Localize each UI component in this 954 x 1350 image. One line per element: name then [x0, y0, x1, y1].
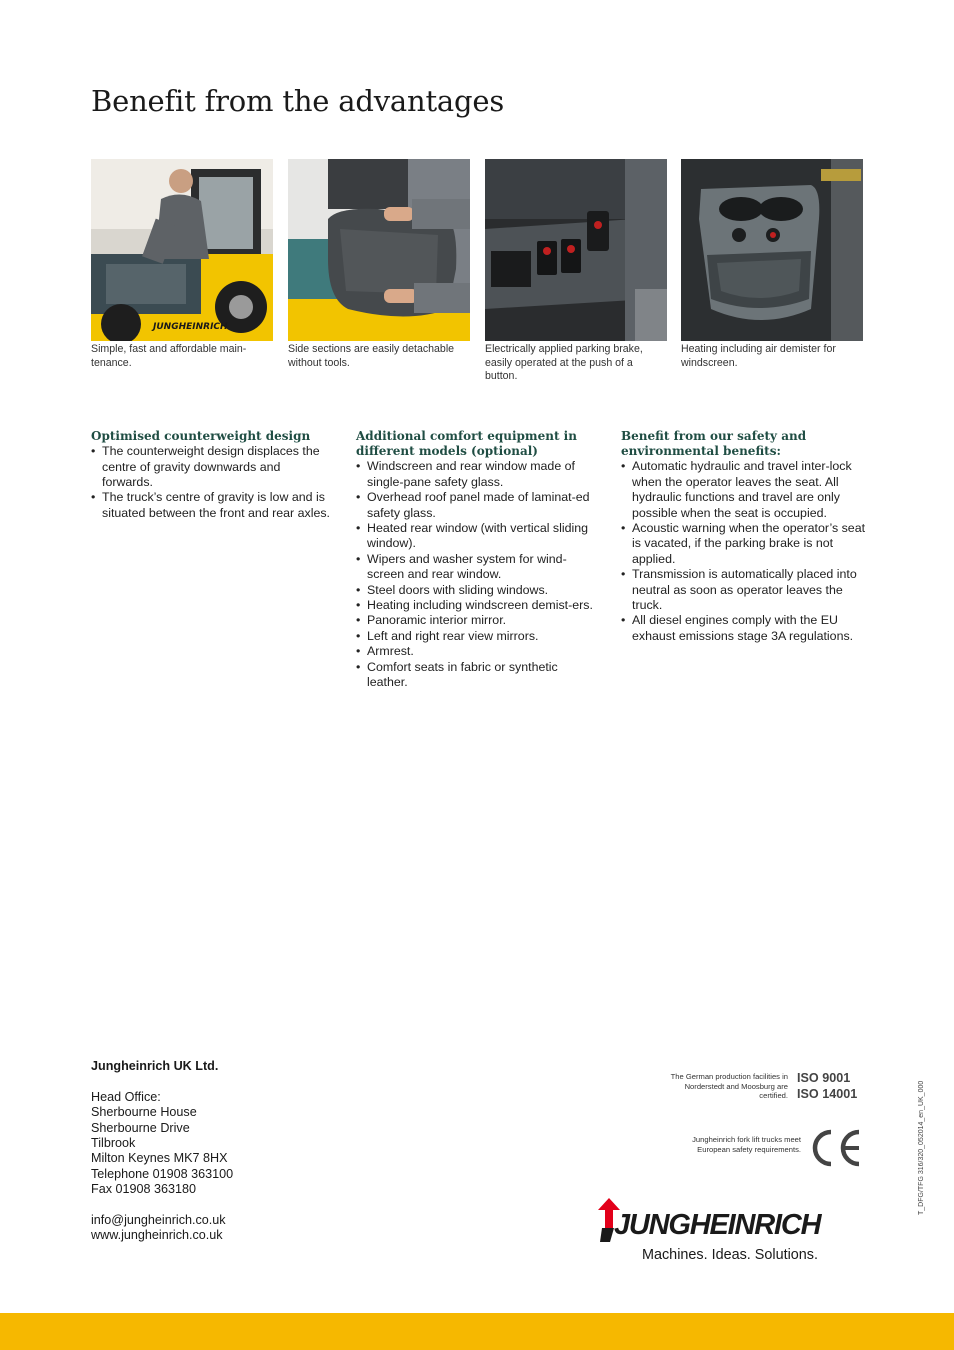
photo-caption-3: Electrically applied parking brake, easily operated at the push of a button.	[485, 343, 643, 383]
list-item: • Panoramic interior mirror.	[356, 613, 598, 628]
list-item: • Left and right rear view mirrors.	[356, 629, 598, 644]
list-item: • Armrest.	[356, 644, 598, 659]
list-item: • The truck’s centre of gravity is low and is situated between the front and rear axles.	[91, 490, 331, 521]
iso-9001-badge: ISO 9001	[797, 1071, 851, 1085]
list-item: • Transmission is automatically placed into neutral as soon as operator leaves the truck.	[621, 567, 867, 613]
photo-engine-maintenance	[91, 159, 273, 341]
document-reference: T_DFG/TFG 316/320_052014_en_UK_000	[918, 1080, 925, 1215]
list-item: • Wipers and washer system for wind-screen and rear window.	[356, 552, 598, 583]
iso-certification-text: The German production facilities in Norderstedt and Moosburg are certified.	[670, 1072, 788, 1101]
website-link[interactable]: www.jungheinrich.co.uk	[91, 1228, 223, 1243]
comfort-equipment-heading: Additional comfort equipment in different models (optional)	[356, 429, 577, 459]
counterweight-list	[91, 444, 331, 521]
counterweight-heading: Optimised counterweight design	[91, 429, 311, 443]
telephone: Telephone 01908 363100	[91, 1166, 234, 1181]
list-item: • Acoustic warning when the operator’s seat is vacated, if the parking brake is not applied.	[621, 521, 867, 567]
logo-wordmark: JUNGHEINRICH	[614, 1209, 821, 1241]
list-item: • Overhead roof panel made of laminat-ed safety glass.	[356, 490, 598, 521]
list-item: • Automatic hydraulic and travel inter-lock when the operator leaves the seat. All hydraulic functions and travel are only possible when the seat is occupied.	[621, 459, 867, 521]
parking-brake-image	[485, 159, 667, 341]
photo-side-panel	[288, 159, 470, 341]
list-item: • All diesel engines comply with the EU exhaust emissions stage 3A regulations.	[621, 613, 867, 644]
address-line: Head Office:	[91, 1089, 161, 1104]
iso-badges	[797, 1070, 857, 1102]
address-line: Tilbrook	[91, 1136, 136, 1151]
iso-14001-badge: ISO 14001	[797, 1087, 858, 1101]
photo-caption-4: Heating including air demister for windscreen.	[681, 343, 836, 369]
list-item: • The counterweight design displaces the centre of gravity downwards and forwards.	[91, 444, 331, 490]
photo-caption-1: Simple, fast and affordable main-tenance.	[91, 343, 247, 369]
jungheinrich-logo	[598, 1198, 864, 1266]
company-name: Jungheinrich UK Ltd.	[91, 1059, 219, 1073]
list-item: • Windscreen and rear window made of single-pane safety glass.	[356, 459, 598, 490]
list-item: • Steel doors with sliding windows.	[356, 583, 598, 598]
address-line: Milton Keynes MK7 8HX	[91, 1151, 228, 1166]
ce-mark-icon	[809, 1128, 863, 1168]
svg-text:JUNGHEINRICH: JUNGHEINRICH	[153, 322, 228, 332]
yellow-footer-bar	[0, 1313, 954, 1350]
photo-caption-2: Side sections are easily detachable without tools.	[288, 343, 455, 369]
safety-benefits-list	[621, 459, 867, 644]
heating-vents-image	[681, 159, 863, 341]
photo-parking-brake	[485, 159, 667, 341]
address-line: Sherbourne House	[91, 1105, 197, 1120]
ce-certification-text: Jungheinrich fork lift trucks meet European safety requirements.	[692, 1135, 801, 1154]
comfort-equipment-list	[356, 459, 598, 690]
photo-heating-vents	[681, 159, 863, 341]
logo-tagline: Machines. Ideas. Solutions.	[642, 1247, 818, 1263]
list-item: • Heating including windscreen demist-ers.	[356, 598, 598, 613]
safety-benefits-column	[621, 429, 867, 644]
engine-maintenance-image	[91, 159, 273, 341]
counterweight-column	[91, 429, 331, 521]
comfort-equipment-column	[356, 429, 598, 691]
page-title: Benefit from the advantages	[91, 84, 505, 118]
side-panel-image	[288, 159, 470, 341]
list-item: • Comfort seats in fabric or synthetic leather.	[356, 660, 598, 691]
safety-benefits-heading: Benefit from our safety and environmental benefits:	[621, 429, 807, 459]
list-item: • Heated rear window (with vertical sliding window).	[356, 521, 598, 552]
email-link[interactable]: info@jungheinrich.co.uk	[91, 1213, 226, 1228]
contact-address	[91, 1059, 233, 1244]
fax: Fax 01908 363180	[91, 1182, 197, 1197]
address-line: Sherbourne Drive	[91, 1120, 190, 1135]
